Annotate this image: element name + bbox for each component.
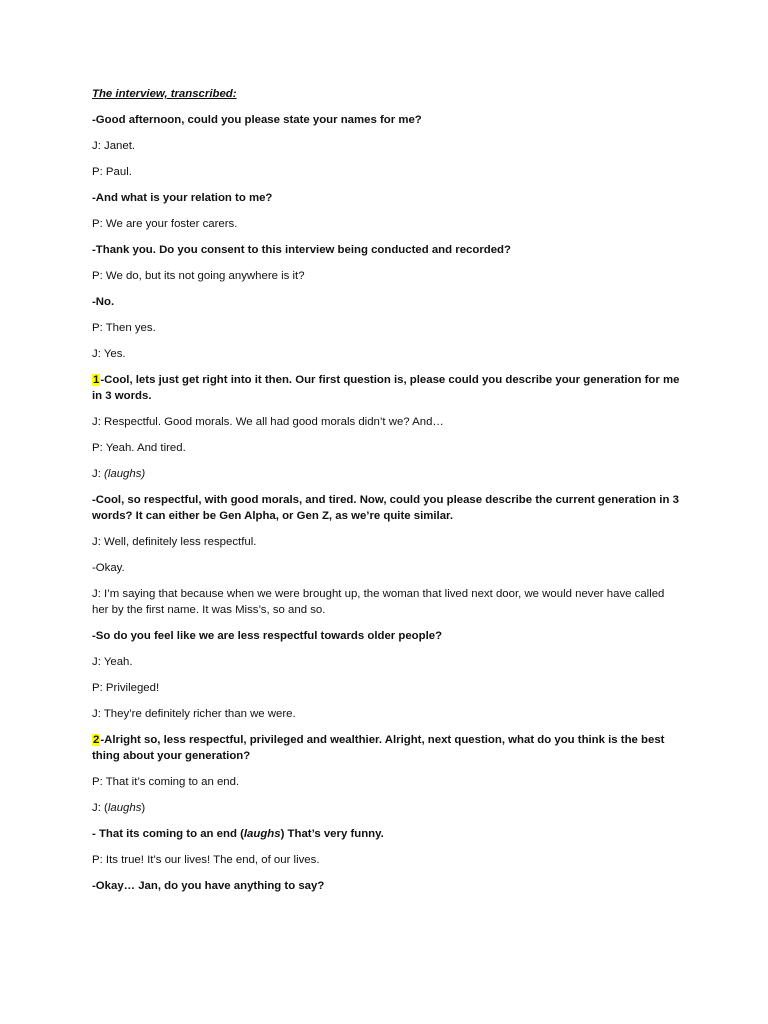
transcript-text: P: Then yes. bbox=[92, 322, 156, 334]
transcript-text: J: Respectful. Good morals. We all had good morals didn’t we? And… bbox=[92, 416, 444, 428]
transcript-text: -Thank you. Do you consent to this interview being conducted and recorded? bbox=[92, 244, 511, 256]
transcript-line bbox=[92, 628, 682, 644]
transcript-line bbox=[92, 440, 682, 456]
question-number-highlight: 1 bbox=[93, 374, 100, 386]
transcript-line bbox=[92, 878, 682, 894]
transcript-text: -And what is your relation to me? bbox=[92, 192, 273, 204]
transcript-text: P: Yeah. And tired. bbox=[92, 442, 186, 454]
transcript-line bbox=[92, 112, 682, 128]
transcript-line bbox=[92, 680, 682, 696]
transcript-text: P: We are your foster carers. bbox=[92, 218, 238, 230]
transcript-text: ) That’s very funny. bbox=[280, 828, 384, 840]
transcript-text: J: I’m saying that because when we were brought up, the woman that lived next door, we would never have called her by the first name. It was Miss’s, so and so. bbox=[92, 588, 665, 616]
transcript-text: J: ( bbox=[92, 802, 108, 814]
transcript-line bbox=[92, 654, 682, 670]
transcript-line bbox=[92, 268, 682, 284]
transcript-line bbox=[92, 706, 682, 722]
transcript-text: J: They’re definitely richer than we were. bbox=[92, 708, 296, 720]
transcript-text: laughs bbox=[243, 828, 281, 840]
transcript-text: P: That it’s coming to an end. bbox=[92, 776, 240, 788]
transcript-text: J: Well, definitely less respectful. bbox=[92, 536, 257, 548]
document-title: The interview, transcribed: bbox=[92, 88, 237, 100]
transcript-text: -Okay. bbox=[92, 562, 125, 574]
transcript-text: P: Paul. bbox=[92, 166, 132, 178]
transcript-line bbox=[92, 586, 682, 618]
transcript-text: laughs bbox=[107, 802, 142, 814]
transcript-text: P: Privileged! bbox=[92, 682, 160, 694]
transcript-line bbox=[92, 774, 682, 790]
transcript-text: (laughs) bbox=[104, 468, 146, 480]
transcript-text: -Cool, lets just get right into it then. Our first question is, please could you describe your generation for me in 3 words. bbox=[92, 374, 680, 402]
transcript-line bbox=[92, 190, 682, 206]
transcript-line bbox=[92, 138, 682, 154]
transcript-text: J: bbox=[92, 468, 105, 480]
transcript-line bbox=[92, 732, 682, 764]
transcript-line bbox=[92, 242, 682, 258]
question-number-highlight: 2 bbox=[93, 734, 100, 746]
transcript-lines bbox=[92, 112, 682, 894]
transcript-line bbox=[92, 534, 682, 550]
transcript-text: P: Its true! It’s our lives! The end, of our lives. bbox=[92, 854, 320, 866]
transcript-text: -Cool, so respectful, with good morals, and tired. Now, could you please describe the current generation in 3 words? It can either be Gen Alpha, or Gen Z, as we’re quite similar. bbox=[92, 494, 679, 522]
transcript-line bbox=[92, 492, 682, 524]
transcript-body bbox=[92, 86, 682, 904]
transcript-text: -No. bbox=[92, 296, 115, 308]
transcript-text: -Alright so, less respectful, privileged and wealthier. Alright, next question, what do you think is the best thing about your generation? bbox=[92, 734, 665, 762]
transcript-text: - That its coming to an end ( bbox=[92, 828, 244, 840]
transcript-line bbox=[92, 372, 682, 404]
transcript-text: J: Janet. bbox=[92, 140, 136, 152]
transcript-text: -Okay… Jan, do you have anything to say? bbox=[92, 880, 325, 892]
transcript-text: J: Yeah. bbox=[92, 656, 133, 668]
transcript-line bbox=[92, 800, 682, 816]
transcript-line bbox=[92, 852, 682, 868]
transcript-line bbox=[92, 216, 682, 232]
transcript-text: ) bbox=[141, 802, 146, 814]
transcript-line bbox=[92, 294, 682, 310]
transcript-line bbox=[92, 466, 682, 482]
transcript-text: P: We do, but its not going anywhere is it? bbox=[92, 270, 305, 282]
transcript-line bbox=[92, 320, 682, 336]
transcript-line bbox=[92, 164, 682, 180]
transcript-line bbox=[92, 414, 682, 430]
transcript-line bbox=[92, 346, 682, 362]
transcript-line bbox=[92, 560, 682, 576]
transcript-line bbox=[92, 826, 682, 842]
transcript-text: J: Yes. bbox=[92, 348, 126, 360]
transcript-text: -So do you feel like we are less respectful towards older people? bbox=[92, 630, 443, 642]
transcript-text: -Good afternoon, could you please state your names for me? bbox=[92, 114, 422, 126]
